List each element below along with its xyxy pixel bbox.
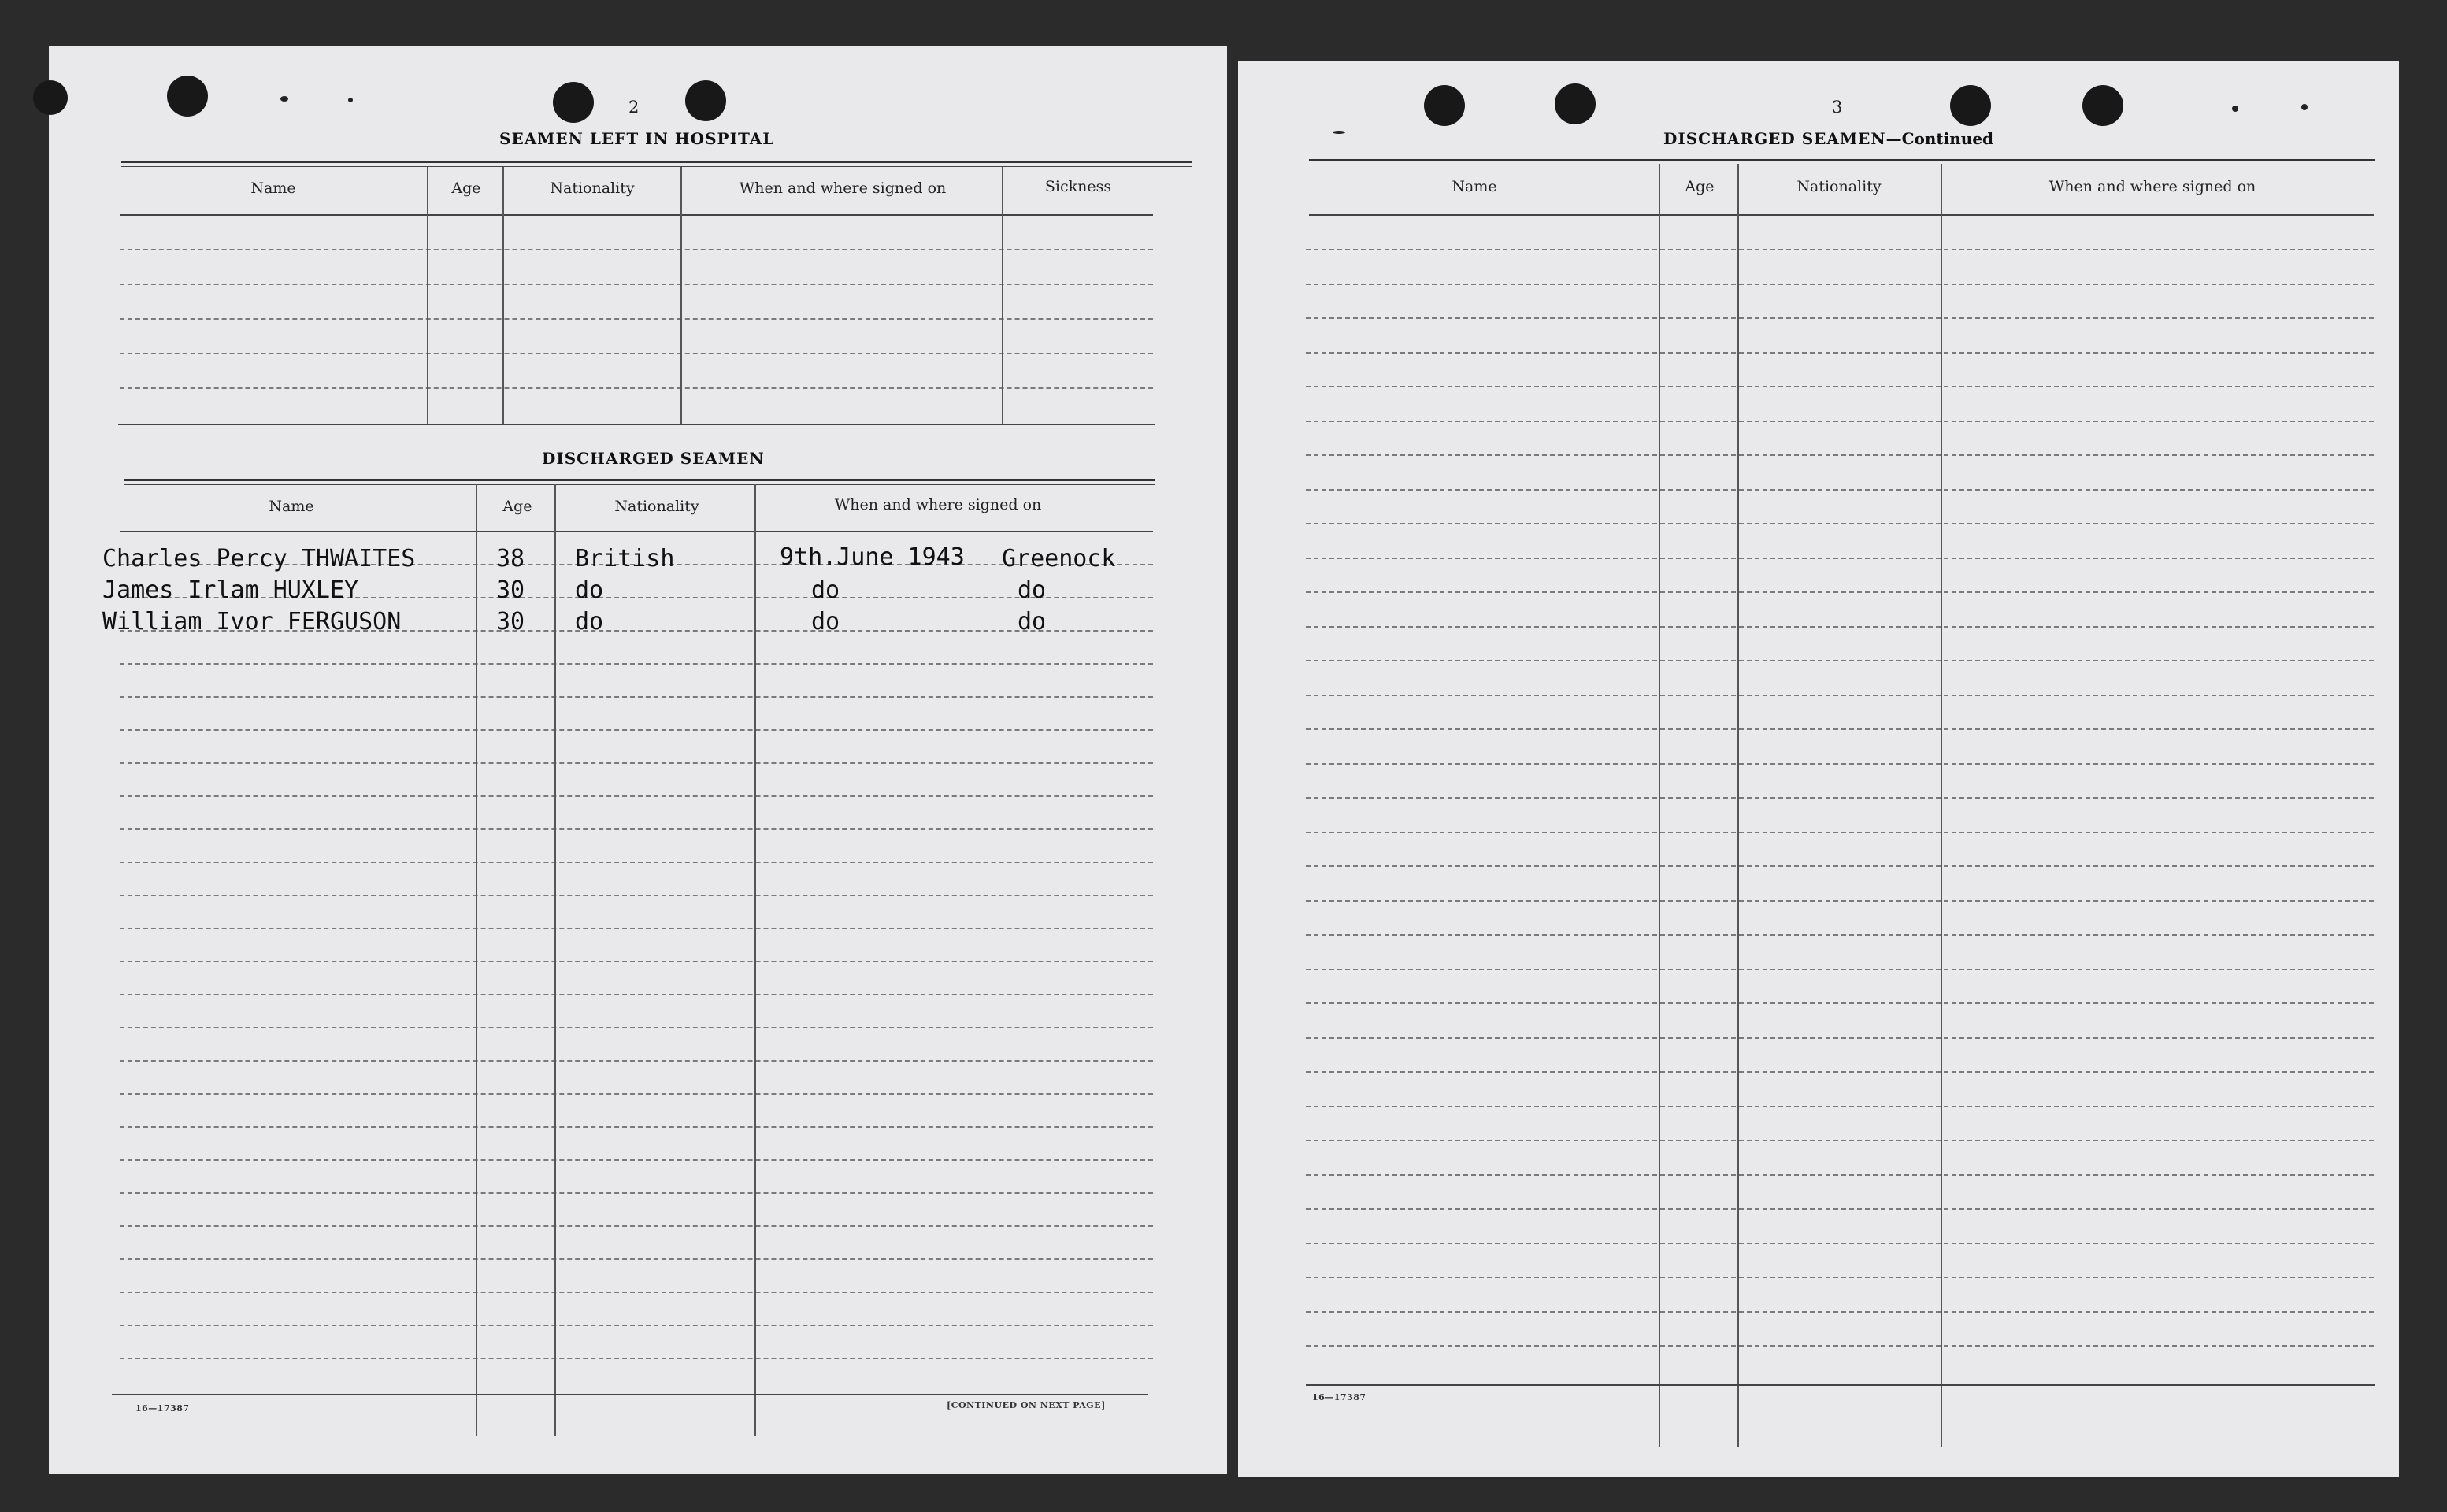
ruled-line bbox=[1306, 695, 2374, 696]
ruled-line bbox=[1306, 934, 2374, 936]
punch-hole bbox=[1424, 85, 1465, 126]
ink-mark bbox=[2232, 106, 2238, 112]
discharged-col-nationality: Nationality bbox=[614, 498, 699, 515]
right-bottom-rule bbox=[1306, 1384, 2375, 1386]
ruled-line bbox=[1306, 660, 2374, 662]
discharged-col-when-where: When and where signed on bbox=[834, 496, 1042, 513]
ruled-line bbox=[120, 961, 1153, 962]
punch-hole bbox=[167, 76, 208, 117]
seaman-age: 30 bbox=[496, 608, 525, 636]
ruled-line bbox=[1306, 900, 2374, 902]
ruled-line bbox=[120, 729, 1153, 731]
seaman-name: William Ivor FERGUSON bbox=[102, 608, 402, 636]
hospital-col-age: Age bbox=[451, 180, 481, 197]
hospital-col-name: Name bbox=[250, 180, 296, 197]
seaman-name: Charles Percy THWAITES bbox=[102, 545, 416, 573]
ruled-line bbox=[1306, 1277, 2374, 1278]
punch-hole bbox=[33, 80, 68, 115]
ruled-line bbox=[120, 663, 1153, 665]
hospital-col-when-where: When and where signed on bbox=[739, 180, 947, 197]
ruled-line bbox=[120, 1027, 1153, 1028]
hospital-top-rule bbox=[121, 161, 1192, 167]
right-col-divider bbox=[1659, 164, 1660, 1447]
seaman-signed-on-when: 9th.June 1943 bbox=[780, 543, 965, 571]
right-col-age: Age bbox=[1685, 178, 1715, 195]
punch-hole bbox=[2082, 85, 2123, 126]
right-page bbox=[1238, 61, 2399, 1477]
hospital-row-line bbox=[120, 249, 1153, 250]
right-col-nationality: Nationality bbox=[1796, 178, 1882, 195]
ruled-line bbox=[1306, 1174, 2374, 1176]
ruled-line bbox=[120, 928, 1153, 929]
seaman-signed-on-where: Greenock bbox=[1002, 545, 1116, 573]
hospital-bottom-rule bbox=[118, 424, 1155, 425]
ink-mark bbox=[1333, 131, 1345, 134]
seaman-signed-on-where: do bbox=[1018, 576, 1047, 604]
hospital-header-rule bbox=[120, 214, 1153, 216]
ruled-line bbox=[120, 1126, 1153, 1128]
seaman-signed-on-where: do bbox=[1018, 608, 1047, 636]
ruled-line bbox=[120, 762, 1153, 764]
seaman-signed-on-when: do bbox=[811, 576, 840, 604]
punch-hole bbox=[1950, 85, 1991, 126]
ruled-line bbox=[1306, 763, 2374, 765]
page-number: 2 bbox=[628, 98, 640, 117]
title-main: DISCHARGED SEAMEN bbox=[1663, 129, 1886, 148]
ruled-line bbox=[120, 1358, 1153, 1359]
ruled-line bbox=[1306, 558, 2374, 559]
ruled-line bbox=[120, 1325, 1153, 1326]
hospital-col-divider bbox=[680, 167, 682, 424]
ruled-line bbox=[1306, 626, 2374, 628]
right-col-divider bbox=[1941, 164, 1942, 1447]
ruled-line bbox=[120, 1093, 1153, 1095]
discharged-col-age: Age bbox=[502, 498, 532, 515]
discharged-col-name: Name bbox=[269, 498, 314, 515]
ruled-line bbox=[1306, 317, 2374, 319]
hospital-row-line bbox=[120, 318, 1153, 320]
ruled-line bbox=[1306, 1106, 2374, 1107]
ruled-line bbox=[1306, 591, 2374, 593]
form-number: 16—17387 bbox=[1312, 1392, 1366, 1403]
right-col-divider bbox=[1737, 164, 1739, 1447]
ruled-line bbox=[1306, 1311, 2374, 1313]
discharged-col-divider bbox=[554, 484, 556, 1436]
ruled-line bbox=[1306, 865, 2374, 867]
hospital-row-line bbox=[120, 353, 1153, 354]
ruled-line bbox=[120, 1225, 1153, 1227]
ink-mark bbox=[2301, 104, 2308, 110]
ruled-line bbox=[120, 696, 1153, 698]
ruled-line bbox=[120, 862, 1153, 863]
ink-mark bbox=[280, 96, 288, 102]
ruled-line bbox=[1306, 1002, 2374, 1004]
ruled-line bbox=[120, 795, 1153, 797]
continued-note: [CONTINUED ON NEXT PAGE] bbox=[947, 1400, 1106, 1410]
seaman-nationality: do bbox=[575, 608, 604, 636]
ruled-line bbox=[120, 828, 1153, 830]
ruled-line bbox=[120, 1192, 1153, 1194]
seaman-nationality: British bbox=[575, 545, 675, 573]
ruled-line bbox=[1306, 969, 2374, 970]
ruled-line bbox=[120, 1060, 1153, 1062]
left-page bbox=[49, 46, 1227, 1474]
punch-hole bbox=[553, 82, 594, 123]
ruled-line bbox=[120, 994, 1153, 995]
hospital-col-divider bbox=[1002, 167, 1003, 424]
hospital-col-divider bbox=[502, 167, 504, 424]
ruled-line bbox=[120, 1159, 1153, 1161]
discharged-continued-title bbox=[1663, 129, 1993, 148]
right-header-rule bbox=[1309, 214, 2374, 216]
ruled-line bbox=[1306, 1345, 2374, 1347]
discharged-bottom-rule bbox=[112, 1394, 1148, 1395]
hospital-col-sickness: Sickness bbox=[1044, 178, 1112, 195]
ruled-line bbox=[1306, 1071, 2374, 1073]
ruled-line bbox=[1306, 832, 2374, 833]
ruled-line bbox=[1306, 1208, 2374, 1210]
punch-hole bbox=[685, 80, 726, 121]
seaman-name: James Irlam HUXLEY bbox=[102, 576, 359, 604]
ruled-line bbox=[120, 1292, 1153, 1293]
discharged-col-divider bbox=[476, 484, 477, 1436]
page-number: 3 bbox=[1832, 98, 1843, 117]
seaman-nationality: do bbox=[575, 576, 604, 604]
discharged-section-title: DISCHARGED SEAMEN bbox=[542, 449, 765, 468]
ruled-line bbox=[1306, 728, 2374, 730]
ruled-line bbox=[1306, 454, 2374, 456]
ruled-line bbox=[1306, 1140, 2374, 1141]
right-col-name: Name bbox=[1452, 178, 1497, 195]
hospital-row-line bbox=[120, 387, 1153, 389]
seaman-signed-on-when: do bbox=[811, 608, 840, 636]
ruled-line bbox=[1306, 797, 2374, 799]
hospital-col-nationality: Nationality bbox=[550, 180, 635, 197]
hospital-section-title: SEAMEN LEFT IN HOSPITAL bbox=[499, 129, 775, 148]
ruled-line bbox=[1306, 386, 2374, 387]
ruled-line bbox=[1306, 489, 2374, 491]
ruled-line bbox=[1306, 421, 2374, 422]
hospital-row-line bbox=[120, 284, 1153, 285]
ruled-line bbox=[120, 895, 1153, 896]
right-top-rule bbox=[1309, 159, 2375, 165]
punch-hole bbox=[1555, 83, 1596, 124]
discharged-col-divider bbox=[754, 484, 756, 1436]
title-suffix: —Continued bbox=[1885, 129, 1994, 148]
ruled-line bbox=[1306, 1243, 2374, 1244]
ruled-line bbox=[1306, 249, 2374, 250]
ruled-line bbox=[1306, 284, 2374, 285]
ruled-line bbox=[1306, 523, 2374, 524]
form-number: 16—17387 bbox=[135, 1403, 190, 1414]
ruled-line bbox=[1306, 352, 2374, 354]
ink-mark bbox=[348, 98, 353, 102]
ruled-line bbox=[1306, 1037, 2374, 1039]
seaman-age: 38 bbox=[496, 545, 525, 573]
right-col-when-where: When and where signed on bbox=[2048, 178, 2256, 195]
seaman-age: 30 bbox=[496, 576, 525, 604]
ruled-line bbox=[120, 1258, 1153, 1260]
discharged-top-rule bbox=[124, 479, 1155, 485]
hospital-col-divider bbox=[427, 167, 428, 424]
discharged-header-rule bbox=[120, 531, 1153, 532]
